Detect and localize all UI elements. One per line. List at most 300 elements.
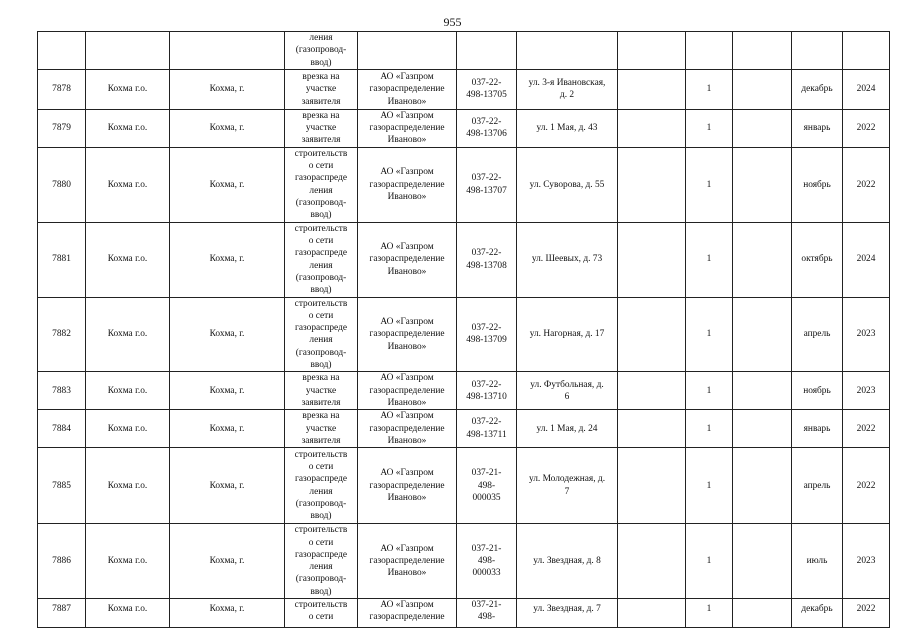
month-cell [792, 524, 843, 599]
work-type-cell-line: заявителя [301, 397, 341, 408]
organization-cell-line: Иваново» [387, 266, 427, 277]
municipality-cell [86, 109, 170, 147]
work-type-cell-line: (газопровод- [295, 197, 347, 208]
work-type-cell-line: ввод) [310, 210, 332, 221]
year-cell [843, 599, 890, 628]
code-cell-line: 498- [477, 480, 496, 491]
settlement-cell [170, 109, 285, 147]
work-type-cell-line: о сети [308, 310, 334, 321]
work-type-cell-line: заявителя [301, 435, 341, 446]
code-cell-line: 498- [477, 612, 496, 623]
work-type-cell-line: ввод) [310, 57, 332, 68]
work-type-cell-line: газораспреде [294, 549, 348, 560]
empty-cell [457, 32, 517, 70]
work-type-cell [285, 524, 358, 599]
municipality-cell [86, 297, 170, 372]
row-number-cell [38, 599, 86, 628]
organization-cell [358, 372, 457, 410]
work-type-cell-line: (газопровод- [295, 347, 347, 358]
month-cell [792, 69, 843, 109]
code-cell [457, 109, 517, 147]
table-row [38, 147, 890, 222]
organization-cell-line: АО «Газпром [380, 468, 434, 479]
code-cell-line: 000033 [472, 568, 501, 579]
quantity-cell-text: 1 [706, 84, 712, 95]
address-cell [517, 410, 618, 448]
empty-cell [733, 297, 792, 372]
month-cell-text: январь [803, 123, 831, 134]
work-type-cell-line: врезка на [302, 411, 340, 422]
year-cell-text: 2022 [856, 604, 876, 615]
row-number-cell [38, 372, 86, 410]
municipality-cell [86, 524, 170, 599]
empty-cell [38, 32, 86, 70]
row-number-cell-text: 7882 [52, 329, 71, 340]
year-cell-text: 2022 [856, 123, 876, 134]
work-type-cell-line: о сети [308, 235, 334, 246]
table-body [38, 32, 890, 628]
code-cell [457, 372, 517, 410]
month-cell-text: июль [806, 555, 828, 566]
quantity-cell-text: 1 [706, 329, 712, 340]
quantity-cell-text: 1 [706, 385, 712, 396]
month-cell [792, 297, 843, 372]
table-row [38, 599, 890, 628]
data-table [37, 31, 890, 628]
month-cell-text: декабрь [801, 84, 833, 95]
year-cell-text: 2024 [856, 254, 876, 265]
organization-cell [358, 410, 457, 448]
year-cell-text: 2023 [856, 385, 876, 396]
quantity-cell-text: 1 [706, 179, 712, 190]
year-cell [843, 297, 890, 372]
settlement-cell [170, 297, 285, 372]
organization-cell [358, 109, 457, 147]
empty-cell [618, 32, 686, 70]
code-cell-line: 037-22- [471, 78, 502, 89]
work-type-cell-line: участке [305, 123, 337, 134]
organization-cell-line: газораспределение [369, 179, 445, 190]
table-row [38, 448, 890, 524]
work-type-cell-line: о сети [308, 612, 334, 623]
code-cell-line: 498-13707 [466, 185, 507, 196]
organization-cell-line: Иваново» [387, 191, 427, 202]
municipality-cell-text: Кохма г.о. [107, 604, 148, 615]
address-cell-line: ул. Суворова, д. 55 [529, 179, 605, 190]
work-type-cell-line: ления [309, 486, 333, 497]
settlement-cell-text: Кохма, г. [209, 385, 245, 396]
empty-cell [618, 599, 686, 628]
work-type-cell-line: ления [309, 562, 333, 573]
settlement-cell [170, 524, 285, 599]
empty-cell [733, 32, 792, 70]
settlement-cell [170, 69, 285, 109]
empty-cell [686, 32, 733, 70]
settlement-cell [170, 599, 285, 628]
settlement-cell-text: Кохма, г. [209, 423, 245, 434]
row-number-cell-text: 7886 [52, 555, 71, 566]
settlement-cell-text: Кохма, г. [209, 604, 245, 615]
row-number-cell [38, 222, 86, 297]
empty-cell [618, 524, 686, 599]
organization-cell [358, 524, 457, 599]
code-cell [457, 69, 517, 109]
address-cell-line: ул. 1 Мая, д. 43 [536, 123, 598, 134]
work-type-cell-line: (газопровод- [295, 272, 347, 283]
organization-cell-line: газораспределение [369, 84, 445, 95]
settlement-cell-text: Кохма, г. [209, 555, 245, 566]
month-cell [792, 109, 843, 147]
municipality-cell [86, 69, 170, 109]
table-row-continued [38, 32, 890, 70]
organization-cell [358, 297, 457, 372]
empty-cell [733, 372, 792, 410]
code-cell-line: 037-22- [471, 173, 502, 184]
year-cell [843, 448, 890, 524]
code-cell [457, 410, 517, 448]
code-cell-line: 498-13709 [466, 335, 507, 346]
work-type-cell-line: участке [305, 385, 337, 396]
quantity-cell [686, 297, 733, 372]
work-type-cell-line: участке [305, 84, 337, 95]
empty-cell [86, 32, 170, 70]
quantity-cell-text: 1 [706, 423, 712, 434]
empty-cell [618, 69, 686, 109]
table-row [38, 297, 890, 372]
municipality-cell-text: Кохма г.о. [107, 179, 148, 190]
month-cell-text: декабрь [801, 604, 833, 615]
municipality-cell-text: Кохма г.о. [107, 84, 148, 95]
work-type-cell-line: газораспреде [294, 323, 348, 334]
organization-cell [358, 599, 457, 628]
settlement-cell-text: Кохма, г. [209, 179, 245, 190]
year-cell [843, 222, 890, 297]
quantity-cell [686, 410, 733, 448]
settlement-cell-text: Кохма, г. [209, 84, 245, 95]
organization-cell-line: АО «Газпром [380, 600, 434, 611]
work-type-cell [285, 147, 358, 222]
empty-cell [618, 410, 686, 448]
empty-cell [358, 32, 457, 70]
row-number-cell [38, 109, 86, 147]
work-type-cell-line: ввод) [310, 586, 332, 597]
year-cell [843, 372, 890, 410]
municipality-cell [86, 599, 170, 628]
work-type-cell-line: (газопровод- [295, 574, 347, 585]
table-container [37, 31, 889, 623]
work-type-cell [285, 599, 358, 628]
year-cell [843, 147, 890, 222]
municipality-cell-text: Кохма г.о. [107, 329, 148, 340]
code-cell [457, 524, 517, 599]
work-type-cell-line: строительств [294, 600, 348, 611]
address-cell [517, 372, 618, 410]
organization-cell-line: Иваново» [387, 135, 427, 146]
month-cell [792, 372, 843, 410]
work-type-cell [285, 69, 358, 109]
table-row [38, 69, 890, 109]
row-number-cell [38, 524, 86, 599]
municipality-cell [86, 410, 170, 448]
year-cell-text: 2024 [856, 84, 876, 95]
work-type-cell-line: ввод) [310, 511, 332, 522]
code-cell-line: 037-22- [471, 248, 502, 259]
code-cell-line: 037-22- [471, 417, 502, 428]
work-type-cell-line: газораспреде [294, 474, 348, 485]
empty-cell [733, 69, 792, 109]
month-cell-text: январь [803, 423, 831, 434]
month-cell [792, 147, 843, 222]
settlement-cell [170, 372, 285, 410]
code-cell [457, 147, 517, 222]
address-cell-line: 6 [564, 391, 570, 402]
organization-cell-line: АО «Газпром [380, 71, 434, 82]
year-cell [843, 69, 890, 109]
address-cell [517, 297, 618, 372]
work-type-cell-line: врезка на [302, 71, 340, 82]
quantity-cell [686, 599, 733, 628]
code-cell-line: 037-21- [471, 468, 502, 479]
row-number-cell-text: 7881 [52, 254, 71, 265]
empty-cell [733, 222, 792, 297]
organization-cell-line: Иваново» [387, 492, 427, 503]
empty-cell [618, 222, 686, 297]
row-number-cell-text: 7878 [52, 84, 71, 95]
address-cell-line: ул. Звездная, д. 7 [533, 604, 601, 615]
empty-cell [733, 410, 792, 448]
organization-cell-line: АО «Газпром [380, 110, 434, 121]
quantity-cell [686, 69, 733, 109]
work-type-cell-line: газораспреде [294, 248, 348, 259]
address-cell [517, 222, 618, 297]
settlement-cell [170, 410, 285, 448]
municipality-cell-text: Кохма г.о. [107, 480, 148, 491]
quantity-cell [686, 147, 733, 222]
quantity-cell [686, 524, 733, 599]
work-type-cell-line: строительств [294, 148, 348, 159]
table-row [38, 372, 890, 410]
month-cell-text: апрель [803, 480, 831, 491]
code-cell [457, 599, 517, 628]
empty-cell [618, 147, 686, 222]
work-type-cell-line: о сети [308, 462, 334, 473]
empty-cell [618, 372, 686, 410]
address-cell-line: ул. Молодежная, д. [528, 474, 606, 485]
settlement-cell-text: Кохма, г. [209, 123, 245, 134]
work-type-cell-line: строительств [294, 525, 348, 536]
work-type-cell-line: строительств [294, 449, 348, 460]
month-cell [792, 599, 843, 628]
month-cell [792, 222, 843, 297]
address-cell-line: ул. Шеевых, д. 73 [531, 254, 603, 265]
code-cell-line: 037-21- [471, 600, 502, 611]
empty-cell [733, 109, 792, 147]
organization-cell-line: АО «Газпром [380, 411, 434, 422]
organization-cell-line: АО «Газпром [380, 242, 434, 253]
organization-cell [358, 147, 457, 222]
work-type-cell-line: ввод) [310, 360, 332, 371]
organization-cell-line: АО «Газпром [380, 543, 434, 554]
settlement-cell [170, 222, 285, 297]
year-cell [843, 109, 890, 147]
month-cell [792, 410, 843, 448]
row-number-cell [38, 448, 86, 524]
month-cell-text: ноябрь [803, 385, 831, 396]
organization-cell-line: газораспределение [369, 555, 445, 566]
month-cell-text: ноябрь [803, 179, 831, 190]
code-cell-line: 037-22- [471, 117, 502, 128]
organization-cell-line: АО «Газпром [380, 317, 434, 327]
empty-cell [618, 448, 686, 524]
empty-cell [733, 599, 792, 628]
page-number: 955 [443, 15, 462, 29]
year-cell-text: 2022 [856, 179, 876, 190]
organization-cell-line: газораспределение [369, 480, 445, 491]
organization-cell-line: Иваново» [387, 397, 427, 408]
work-type-cell [285, 297, 358, 372]
organization-cell [358, 448, 457, 524]
address-cell [517, 109, 618, 147]
work-type-cell-line: о сети [308, 161, 334, 172]
table-row [38, 222, 890, 297]
municipality-cell [86, 222, 170, 297]
organization-cell-line: газораспределение [369, 385, 445, 396]
empty-cell [733, 524, 792, 599]
year-cell-text: 2023 [856, 555, 876, 566]
code-cell-line: 498-13706 [466, 129, 507, 140]
empty-cell [618, 297, 686, 372]
settlement-cell-text: Кохма, г. [209, 254, 245, 265]
empty-cell [733, 147, 792, 222]
row-number-cell-text: 7883 [52, 385, 71, 396]
code-cell-line: 498-13710 [466, 391, 507, 402]
work-type-cell-line: строительств [294, 298, 348, 309]
empty-cell [733, 448, 792, 524]
row-number-cell-text: 7884 [52, 423, 71, 434]
organization-cell [358, 222, 457, 297]
settlement-cell-text: Кохма, г. [209, 329, 245, 340]
organization-cell-line: Иваново» [387, 568, 427, 579]
address-cell-line: ул. Футбольная, д. [530, 379, 604, 390]
settlement-cell-text: Кохма, г. [209, 480, 245, 491]
table-row [38, 524, 890, 599]
code-cell [457, 297, 517, 372]
quantity-cell-text: 1 [706, 123, 712, 134]
code-cell-line: 000035 [472, 492, 501, 503]
quantity-cell [686, 448, 733, 524]
row-number-cell [38, 147, 86, 222]
municipality-cell [86, 147, 170, 222]
table-row [38, 410, 890, 448]
row-number-cell-text: 7879 [52, 123, 71, 134]
organization-cell-line: газораспределение [369, 423, 445, 434]
empty-cell [792, 32, 843, 70]
empty-cell [618, 109, 686, 147]
organization-cell-line: Иваново» [387, 96, 427, 107]
address-cell [517, 599, 618, 628]
quantity-cell [686, 109, 733, 147]
row-number-cell [38, 297, 86, 372]
municipality-cell-text: Кохма г.о. [107, 254, 148, 265]
address-cell [517, 448, 618, 524]
work-type-cell [285, 372, 358, 410]
address-cell-line: ул. Нагорная, д. 17 [529, 329, 605, 340]
month-cell-text: октябрь [801, 254, 833, 265]
year-cell-text: 2023 [856, 329, 876, 340]
work-type-cell-line: ления [309, 260, 333, 271]
year-cell [843, 410, 890, 448]
work-type-cell-line: заявителя [301, 96, 341, 107]
code-cell-line: 037-22- [471, 379, 502, 390]
work-type-cell-line: участке [305, 423, 337, 434]
quantity-cell-text: 1 [706, 604, 712, 615]
code-cell-line: 498-13711 [466, 429, 507, 440]
table-row [38, 109, 890, 147]
work-type-cell-line: ления [309, 335, 333, 346]
work-type-cell-line: (газопровод- [295, 499, 347, 510]
empty-cell [170, 32, 285, 70]
organization-cell-line: АО «Газпром [380, 167, 434, 178]
work-type-cell-line: врезка на [302, 110, 340, 121]
organization-cell-line: Иваново» [387, 435, 427, 446]
organization-cell-line: газораспределение [369, 612, 445, 623]
address-cell-line: д. 2 [559, 90, 575, 101]
organization-cell-line: газораспределение [369, 329, 445, 340]
quantity-cell [686, 372, 733, 410]
address-cell [517, 147, 618, 222]
quantity-cell [686, 222, 733, 297]
year-cell [843, 524, 890, 599]
work-type-cell [285, 222, 358, 297]
row-number-cell [38, 410, 86, 448]
code-cell-line: 037-22- [471, 323, 502, 334]
work-type-cell-line: строительств [294, 223, 348, 234]
address-cell-line: ул. 3-я Ивановская, [528, 78, 606, 89]
municipality-cell [86, 372, 170, 410]
address-cell [517, 69, 618, 109]
work-type-cell [285, 32, 358, 70]
code-cell [457, 448, 517, 524]
code-cell-line: 037-21- [471, 543, 502, 554]
work-type-cell-line: о сети [308, 537, 334, 548]
organization-cell-line: газораспределение [369, 254, 445, 265]
year-cell-text: 2022 [856, 423, 876, 434]
month-cell [792, 448, 843, 524]
municipality-cell-text: Кохма г.о. [107, 423, 148, 434]
work-type-cell-line: ления [309, 185, 333, 196]
quantity-cell-text: 1 [706, 480, 712, 491]
work-type-cell [285, 410, 358, 448]
address-cell-line: ул. Звездная, д. 8 [533, 555, 601, 566]
organization-cell-line: Иваново» [387, 341, 427, 352]
work-type-cell-line: газораспреде [294, 173, 348, 184]
municipality-cell-text: Кохма г.о. [107, 123, 148, 134]
work-type-cell [285, 448, 358, 524]
row-number-cell-text: 7880 [52, 179, 71, 190]
work-type-cell-line: ления [309, 33, 333, 43]
municipality-cell-text: Кохма г.о. [107, 555, 148, 566]
work-type-cell-line: врезка на [302, 373, 340, 384]
quantity-cell-text: 1 [706, 555, 712, 566]
work-type-cell-line: заявителя [301, 135, 341, 146]
organization-cell [358, 69, 457, 109]
work-type-cell [285, 109, 358, 147]
month-cell-text: апрель [803, 329, 831, 340]
address-cell-line: 7 [564, 486, 570, 497]
address-cell [517, 524, 618, 599]
work-type-cell-line: ввод) [310, 285, 332, 296]
quantity-cell-text: 1 [706, 254, 712, 265]
